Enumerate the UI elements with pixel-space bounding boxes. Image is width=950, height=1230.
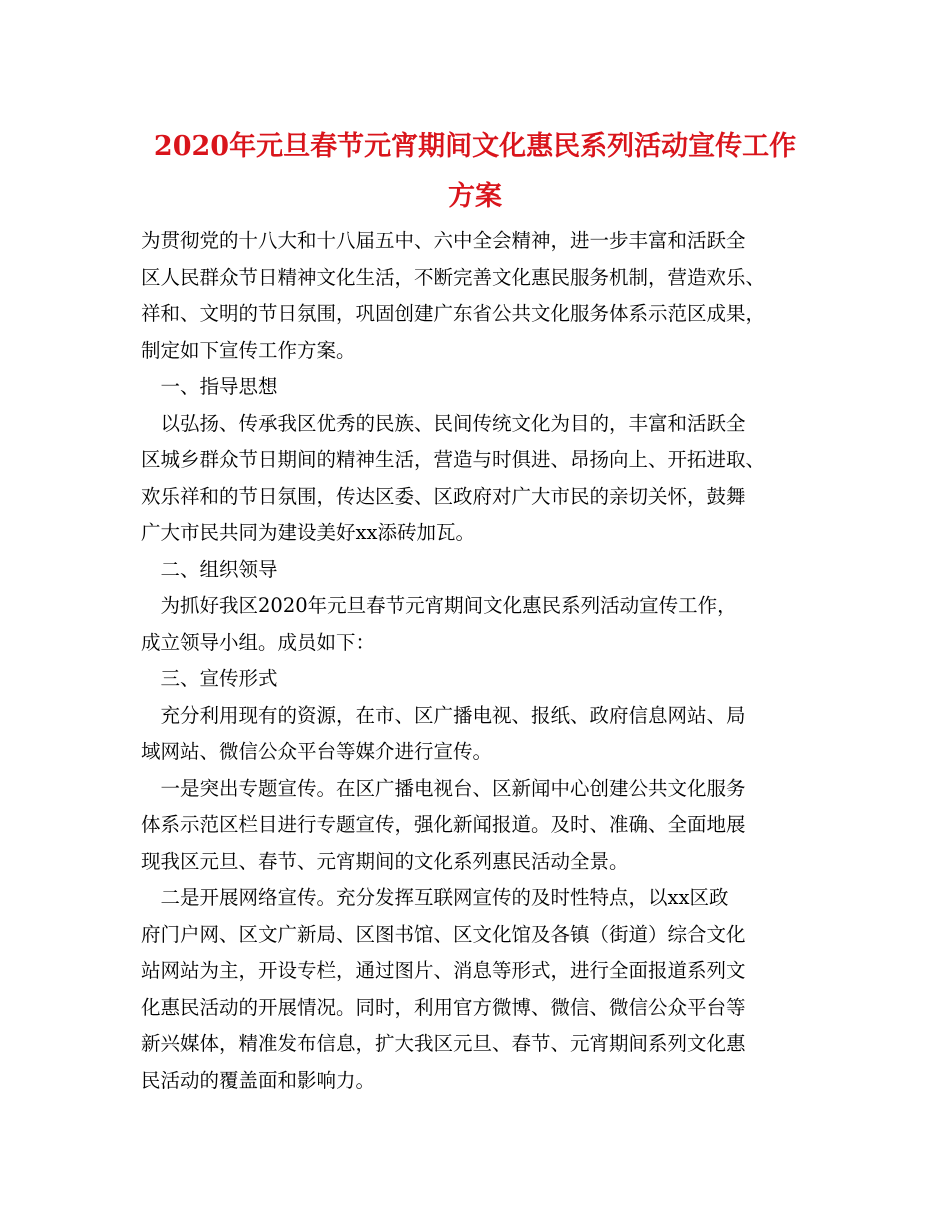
body-line: 新兴媒体，精准发布信息，扩大我区元旦、春节、元宵期间系列文化惠 bbox=[141, 1032, 746, 1055]
body-line: 区人民群众节日精神文化生活，不断完善文化惠民服务机制，营造欢乐、 bbox=[141, 265, 766, 289]
body-line: 民活动的覆盖面和影响力。 bbox=[141, 1068, 376, 1092]
body-line: 为抓好我区2020年元旦春节元宵期间文化惠民系列活动宣传工作， bbox=[141, 594, 737, 617]
body-line: 制定如下宣传工作方案。 bbox=[141, 338, 356, 362]
body-line: 区城乡群众节日期间的精神生活，营造与时俱进、昂扬向上、开拓进取、 bbox=[141, 448, 766, 471]
section-heading-organization: 二、组织领导 bbox=[141, 557, 278, 581]
body-line: 祥和、文明的节日氛围，巩固创建广东省公共文化服务体系示范区成果， bbox=[141, 302, 766, 325]
body-line: 广大市民共同为建设美好xx添砖加瓦。 bbox=[141, 521, 475, 544]
body-line: 域网站、微信公众平台等媒介进行宣传。 bbox=[141, 740, 493, 763]
document-title-line-2: 方案 bbox=[448, 181, 502, 212]
body-line: 为贯彻党的十八大和十八届五中、六中全会精神，进一步丰富和活跃全 bbox=[141, 229, 746, 252]
body-line: 化惠民活动的开展情况。同时，利用官方微博、微信、微信公众平台等 bbox=[141, 995, 746, 1019]
body-line: 充分利用现有的资源，在市、区广播电视、报纸、政府信息网站、局 bbox=[141, 703, 746, 727]
body-line: 以弘扬、传承我区优秀的民族、民间传统文化为目的，丰富和活跃全 bbox=[141, 411, 746, 435]
body-line: 二是开展网络宣传。充分发挥互联网宣传的及时性特点，以xx区政 bbox=[141, 886, 729, 909]
body-line: 成立领导小组。成员如下： bbox=[141, 630, 376, 654]
document-title-line-1: 2020年元旦春节元宵期间文化惠民系列活动宣传工作 bbox=[153, 131, 797, 162]
body-line: 现我区元旦、春节、元宵期间的文化系列惠民活动全景。 bbox=[141, 849, 629, 873]
body-line: 站网站为主，开设专栏，通过图片、消息等形式，进行全面报道系列文 bbox=[141, 959, 746, 982]
body-line: 一是突出专题宣传。在区广播电视台、区新闻中心创建公共文化服务 bbox=[141, 776, 746, 800]
body-line: 欢乐祥和的节日氛围，传达区委、区政府对广大市民的亲切关怀，鼓舞 bbox=[141, 484, 746, 508]
section-heading-guiding-ideology: 一、指导思想 bbox=[141, 375, 278, 398]
body-line: 体系示范区栏目进行专题宣传，强化新闻报道。及时、准确、全面地展 bbox=[141, 813, 746, 836]
section-heading-publicity-forms: 三、宣传形式 bbox=[141, 667, 278, 690]
body-line: 府门户网、区文广新局、区图书馆、区文化馆及各镇（街道）综合文化 bbox=[141, 922, 746, 946]
document-body bbox=[141, 223, 826, 1099]
